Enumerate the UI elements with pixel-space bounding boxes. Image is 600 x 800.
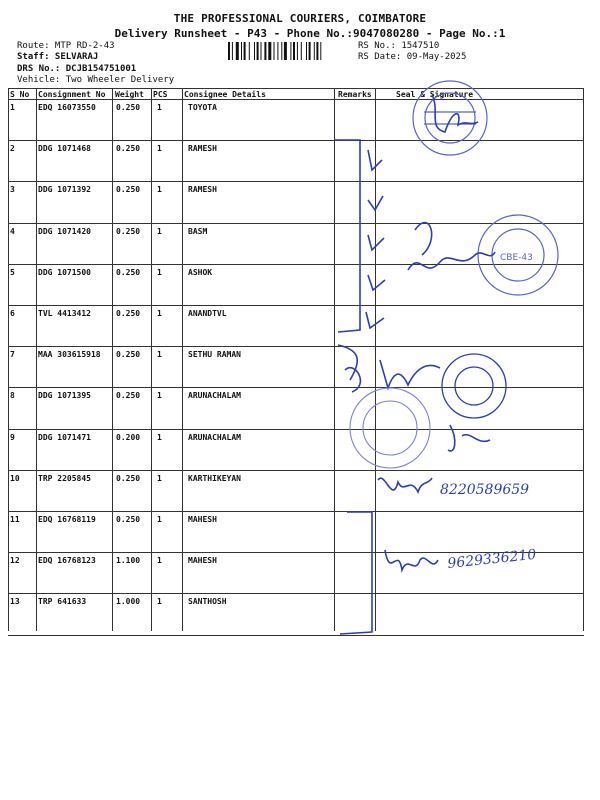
cell-weight: 0.250 [116, 226, 141, 236]
row-divider [8, 429, 584, 430]
col-header-sno: S No [10, 90, 30, 99]
cell-weight: 0.250 [116, 103, 141, 112]
cell-consignee: MAHESH [188, 515, 217, 524]
document-subtitle: Delivery Runsheet - P43 - Phone No.:9047080280 - Page No.:1 [114, 27, 506, 40]
cell-consignment: DDG 1071392 [38, 185, 91, 195]
cell-consignment: DDG 1071471 [38, 432, 91, 442]
cell-consignment: MAA 303615918 [38, 350, 101, 360]
cell-weight: 0.250 [116, 350, 141, 360]
row-divider [8, 470, 584, 471]
row-divider [8, 140, 584, 141]
cell-consignee: SETHU RAMAN [188, 350, 241, 360]
cell-pcs: 1 [157, 432, 162, 442]
cell-weight: 0.200 [116, 432, 141, 442]
cell-pcs: 1 [157, 103, 162, 112]
cell-consignee: RAMESH [188, 144, 217, 154]
cell-sno: 5 [10, 267, 15, 277]
cell-weight: 0.250 [116, 515, 141, 524]
cell-pcs: 1 [157, 515, 162, 524]
cell-sno: 11 [10, 515, 20, 524]
cell-consignee: TOYOTA [188, 103, 217, 112]
cell-consignment: DDG 1071420 [38, 226, 91, 236]
row-divider [8, 264, 584, 265]
drs-number: DRS No.: DCJB154751001 [17, 64, 137, 74]
rs-number: RS No.: 1547510 [358, 41, 440, 51]
cell-consignee: ANANDTVL [188, 309, 227, 318]
row-divider [8, 223, 584, 224]
cell-sno: 4 [10, 226, 15, 236]
phone-row10: 8220589659 [440, 482, 530, 498]
cell-consignment: EDQ 16073550 [38, 103, 96, 112]
cell-consignment: DDG 1071468 [38, 144, 91, 154]
cell-pcs: 1 [157, 391, 162, 401]
cell-pcs: 1 [157, 267, 162, 277]
cell-consignee: ASHOK [188, 267, 213, 277]
col-header-weight: Weight [115, 90, 144, 99]
cell-pcs: 1 [157, 473, 162, 483]
cell-pcs: 1 [157, 185, 162, 195]
cell-weight: 0.250 [116, 144, 141, 154]
row-divider [8, 593, 584, 594]
row-divider [8, 635, 584, 636]
col-header-signature: Seal & Signature [396, 90, 474, 99]
cell-pcs: 1 [157, 226, 162, 236]
cell-sno: 12 [10, 556, 20, 566]
cell-weight: 1.000 [116, 597, 141, 607]
stamp-2-code: CBE-43 [500, 253, 533, 263]
cell-consignee: RAMESH [188, 185, 217, 195]
cell-sno: 2 [10, 144, 15, 154]
cell-sno: 3 [10, 185, 15, 195]
route-label: Route: MTP RD-2-43 [17, 41, 115, 51]
cell-sno: 8 [10, 391, 15, 401]
cell-pcs: 1 [157, 350, 162, 360]
cell-consignment: EDQ 16768123 [38, 556, 96, 566]
cell-sno: 1 [10, 103, 15, 112]
cell-consignment: TVL 4413412 [38, 309, 91, 318]
cell-pcs: 1 [157, 309, 162, 318]
cell-consignment: DDG 1071500 [38, 267, 91, 277]
runsheet-table [8, 88, 584, 631]
row-divider [8, 552, 584, 553]
staff-label: Staff: SELVARAJ [17, 52, 99, 62]
cell-weight: 0.250 [116, 391, 141, 401]
cell-weight: 0.250 [116, 267, 141, 277]
row-divider [8, 387, 584, 388]
col-header-consignment: Consignment No [38, 90, 106, 99]
cell-consignment: DDG 1071395 [38, 391, 91, 401]
cell-consignment: TRP 641633 [38, 597, 87, 607]
barcode [228, 42, 353, 60]
cell-consignee: BASM [188, 226, 208, 236]
cell-consignment: EDQ 16768119 [38, 515, 96, 524]
cell-pcs: 1 [157, 556, 162, 566]
cell-consignee: MAHESH [188, 556, 217, 566]
cell-consignee: KARTHIKEYAN [188, 473, 241, 483]
cell-weight: 1.100 [116, 556, 141, 566]
cell-sno: 6 [10, 309, 15, 318]
col-header-pcs: PCS [153, 90, 168, 99]
cell-weight: 0.250 [116, 309, 141, 318]
document-title: THE PROFESSIONAL COURIERS, COIMBATORE [173, 12, 427, 25]
col-header-remarks: Remarks [338, 90, 372, 99]
row-divider [8, 181, 584, 182]
row-divider [8, 305, 584, 306]
col-header-consignee: Consignee Details [184, 90, 266, 99]
cell-consignee: ARUNACHALAM [188, 432, 241, 442]
cell-consignee: SANTHOSH [188, 597, 227, 607]
cell-weight: 0.250 [116, 473, 141, 483]
cell-pcs: 1 [157, 144, 162, 154]
cell-sno: 9 [10, 432, 15, 442]
cell-weight: 0.250 [116, 185, 141, 195]
cell-sno: 13 [10, 597, 20, 607]
phone-row12: 9629336210 [446, 546, 538, 572]
cell-sno: 7 [10, 350, 15, 360]
cell-sno: 10 [10, 473, 20, 483]
cell-consignee: ARUNACHALAM [188, 391, 241, 401]
cell-consignment: TRP 2205845 [38, 473, 91, 483]
row-divider [8, 346, 584, 347]
row-divider [8, 511, 584, 512]
cell-pcs: 1 [157, 597, 162, 607]
rs-date: RS Date: 09-May-2025 [358, 52, 467, 62]
vehicle-label: Vehicle: Two Wheeler Delivery [17, 75, 175, 85]
